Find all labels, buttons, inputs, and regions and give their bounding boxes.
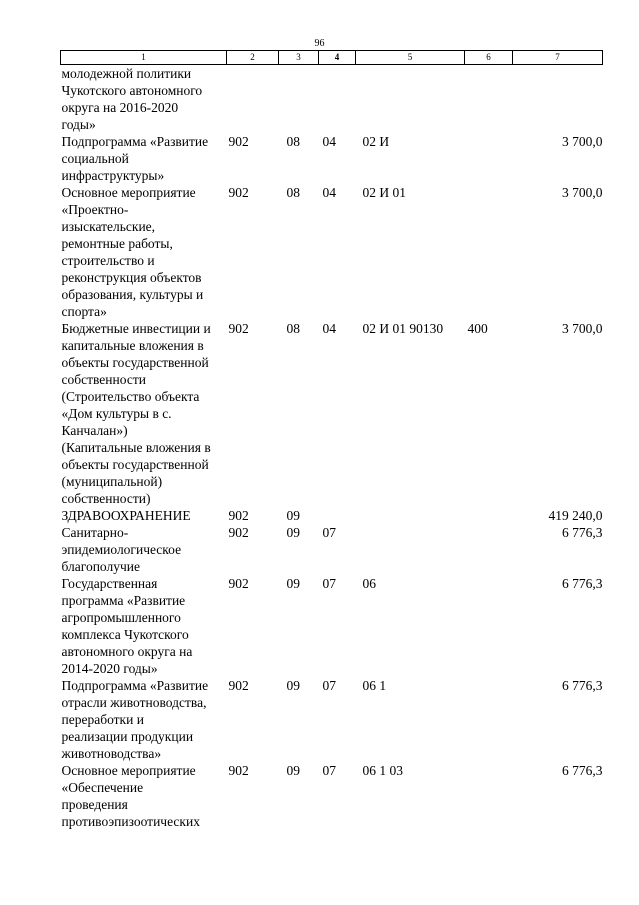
row-sum: 6 776,3 [562,576,603,591]
row-vr [465,507,513,524]
row-rz: 09 [286,508,300,523]
row-csr: 02 И 01 90130 [362,321,444,336]
row-vr [465,65,513,134]
row-csr: 02 И 01 [362,185,406,200]
column-header-5: 5 [356,51,465,65]
row-pr: 07 [322,525,336,540]
row-sum: 6 776,3 [562,525,603,540]
row-rz: 09 [286,525,300,540]
row-pr [319,507,356,524]
column-header-7: 7 [513,51,603,65]
row-rz: 08 [286,185,300,200]
row-name: ЗДРАВООХРАНЕНИЕ [61,508,191,523]
row-ved: 902 [228,576,249,591]
row-rz: 08 [286,321,300,336]
table-row [61,65,603,134]
row-vr [465,184,513,320]
table-row [61,762,603,830]
row-rz: 08 [286,134,300,149]
column-header-2: 2 [227,51,279,65]
row-csr [356,524,465,575]
row-pr: 04 [322,134,336,149]
row-vr [465,762,513,830]
row-ved [227,65,279,134]
row-vr [465,133,513,184]
row-ved: 902 [228,185,249,200]
row-pr: 04 [322,321,336,336]
row-sum: 6 776,3 [562,678,603,693]
row-csr: 02 И [362,134,390,149]
row-sum: 419 240,0 [548,508,603,523]
row-rz: 09 [286,678,300,693]
row-csr [356,507,465,524]
page-number: 96 [314,38,325,49]
row-vr [465,575,513,677]
row-vr [465,677,513,762]
table-row [61,184,603,320]
row-pr: 07 [322,678,336,693]
row-ved: 902 [228,508,249,523]
row-name: Подпрограмма «Развитие отрасли животноводства, переработки и реализации продукции животноводства» [61,678,209,761]
column-header-6: 6 [465,51,513,65]
row-vr: 400 [467,321,488,336]
table-row [61,524,603,575]
row-csr: 06 1 [362,678,387,693]
row-rz: 09 [286,763,300,778]
row-ved: 902 [228,678,249,693]
table-row [61,133,603,184]
row-ved: 902 [228,321,249,336]
row-name: Основное мероприятие «Обеспечение проведения противоэпизоотических [61,763,200,829]
row-name: Подпрограмма «Развитие социальной инфраструктуры» [61,134,209,183]
column-header-1: 1 [61,51,227,65]
row-sum: 6 776,3 [562,763,603,778]
table-row [61,507,603,524]
column-number-header [61,51,603,65]
row-name: молодежной политики Чукотского автономного округа на 2016-2020 годы» [61,66,203,132]
row-name: Бюджетные инвестиции и капитальные вложения в объекты государственной собственности (Строительство объекта «Дом культуры в с. Канчалан») (Капитальные вложения в объекты государственной (муниципальной) собственности) [61,321,211,506]
table-row [61,677,603,762]
row-name: Основное мероприятие «Проектно- изыскательские, ремонтные работы, строительство и реконструкция объектов образования, культуры и спорта» [61,185,204,319]
row-vr [465,524,513,575]
table-row [61,575,603,677]
row-pr: 07 [322,763,336,778]
table-row [61,320,603,507]
row-pr: 07 [322,576,336,591]
row-pr [319,65,356,134]
row-name: Санитарно- эпидемиологическое благополучие [61,525,182,574]
row-rz [279,65,319,134]
row-sum [513,65,603,134]
row-ved: 902 [228,763,249,778]
row-csr [356,65,465,134]
row-ved: 902 [228,134,249,149]
row-csr: 06 [362,576,376,591]
row-ved: 902 [228,525,249,540]
row-sum: 3 700,0 [562,321,603,336]
row-csr: 06 1 03 [362,763,403,778]
row-name: Государственная программа «Развитие агропромышленного комплекса Чукотского автономного округа на 2014-2020 годы» [61,576,193,676]
row-rz: 09 [286,576,300,591]
row-pr: 04 [322,185,336,200]
row-sum: 3 700,0 [562,185,603,200]
row-sum: 3 700,0 [562,134,603,149]
column-header-3: 3 [279,51,319,65]
budget-table [60,50,603,830]
column-header-4: 4 [319,51,356,65]
